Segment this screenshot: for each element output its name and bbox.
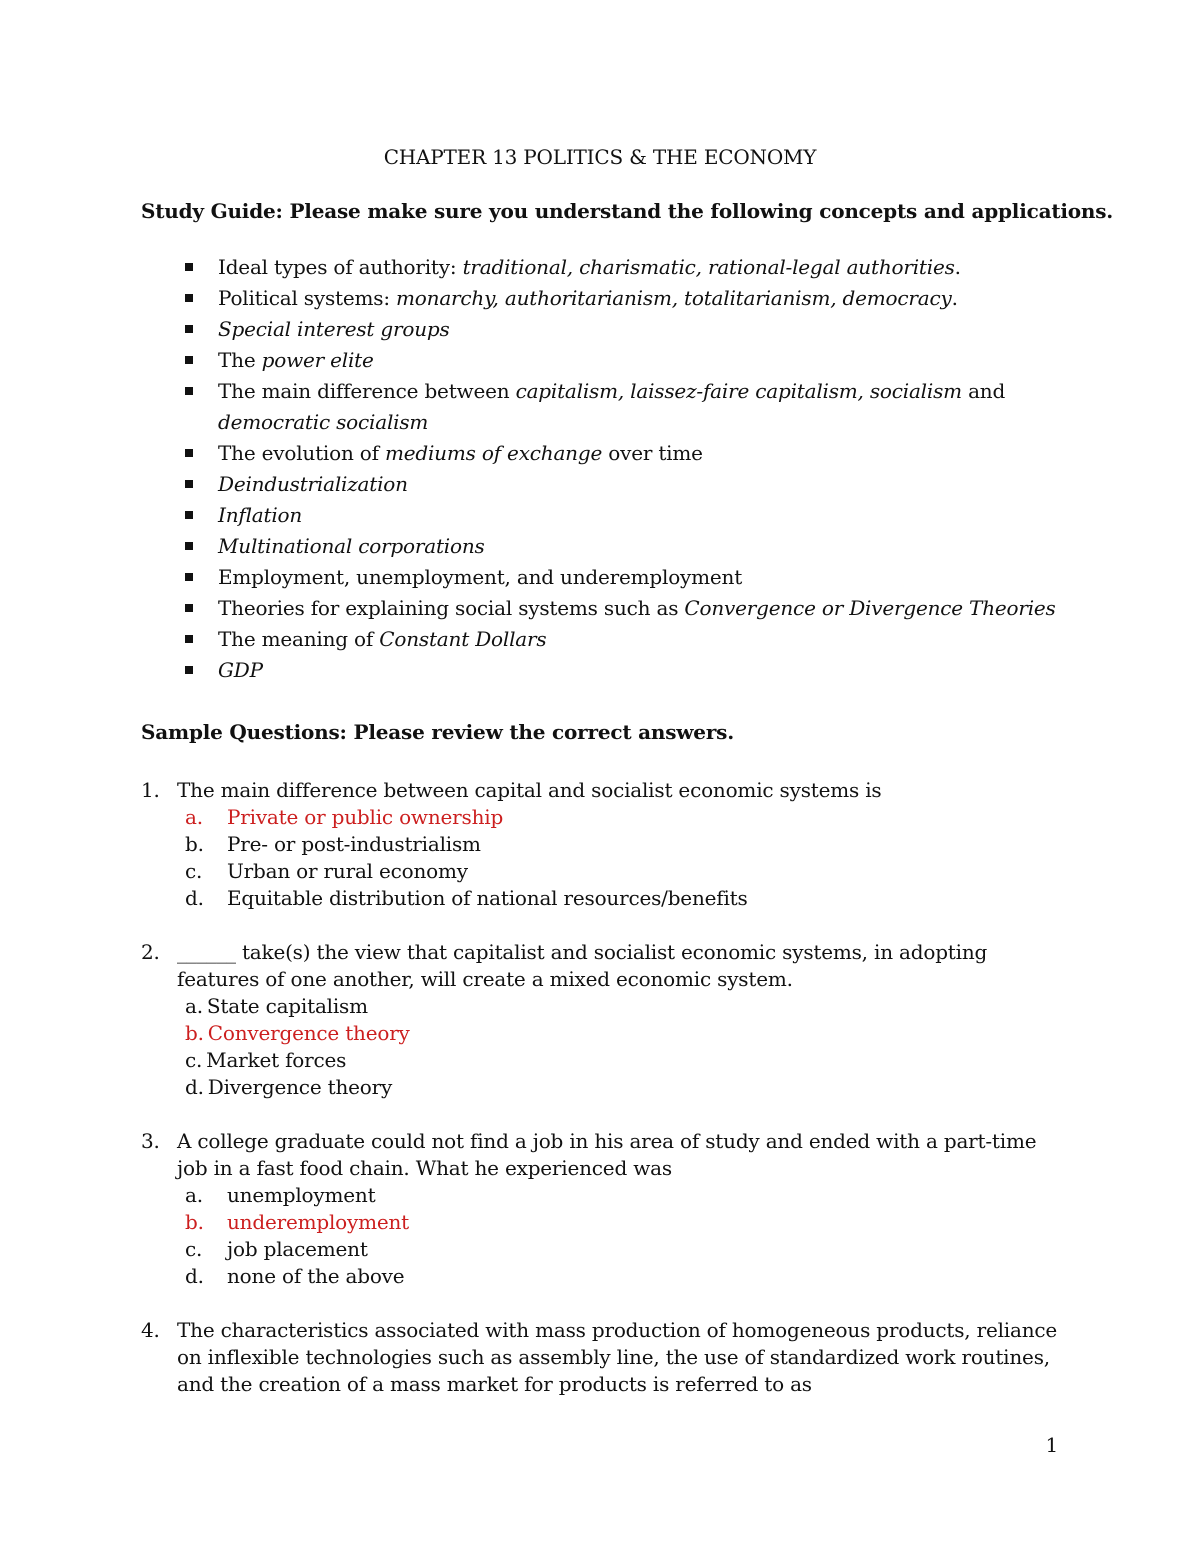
answer-options (177, 804, 1061, 912)
answer-option (177, 1047, 1061, 1074)
square-bullet-icon (185, 356, 193, 364)
item-text: Ideal types of authority: (218, 255, 463, 279)
page-title: CHAPTER 13 POLITICS & THE ECONOMY (383, 145, 817, 169)
study-guide-item (185, 345, 1085, 376)
answer-option (177, 1182, 1061, 1209)
study-guide-item (185, 655, 1085, 686)
option-text: Pre- or post-industrialism (227, 832, 481, 856)
question-3 (141, 1128, 1061, 1290)
item-text: Theories for explaining social systems such as (218, 596, 685, 620)
sample-questions-heading: Sample Questions: Please review the correct answers. (141, 720, 734, 744)
option-letter: a. (185, 1183, 203, 1207)
option-text: Market forces (206, 1048, 347, 1072)
question-text: ______ take(s) the view that capitalist and socialist economic systems, in adopting features of one another, will create a mixed economic system. (177, 940, 988, 991)
answer-option (177, 885, 1061, 912)
study-guide-item (185, 469, 1085, 500)
item-text: The evolution of (218, 441, 385, 465)
question-1 (141, 777, 1061, 912)
square-bullet-icon (185, 542, 193, 550)
italic-term: Convergence or Divergence Theories (684, 596, 1056, 620)
question-2 (141, 939, 1061, 1101)
item-text: The main difference between (218, 379, 516, 403)
study-guide-item (185, 314, 1085, 345)
square-bullet-icon (185, 573, 193, 581)
italic-term: mediums of exchange (384, 441, 603, 465)
answer-options (177, 993, 1061, 1101)
option-text: job placement (227, 1237, 368, 1261)
answer-option (177, 858, 1061, 885)
option-letter: d. (185, 886, 204, 910)
item-text: The (218, 348, 262, 372)
italic-term: Inflation (218, 503, 303, 527)
square-bullet-icon (185, 449, 193, 457)
answer-options (177, 1182, 1061, 1290)
study-guide-heading: Study Guide: Please make sure you understand the following concepts and applications. (141, 199, 1114, 223)
question-text: The main difference between capital and socialist economic systems is (177, 778, 882, 802)
correct-answer-option (177, 1209, 1061, 1236)
question-number: 3. (141, 1129, 160, 1153)
question-number: 4. (141, 1318, 160, 1342)
option-text: State capitalism (206, 994, 368, 1018)
study-guide-item (185, 562, 1085, 593)
study-guide-item (185, 500, 1085, 531)
italic-term: GDP (218, 658, 263, 682)
answer-option (177, 831, 1061, 858)
answer-option (177, 1263, 1061, 1290)
square-bullet-icon (185, 604, 193, 612)
option-text: none of the above (227, 1264, 405, 1288)
option-text: Equitable distribution of national resources/benefits (227, 886, 748, 910)
item-text: Employment, unemployment, and underemployment (218, 565, 743, 589)
option-letter: b. (185, 832, 204, 856)
italic-term: monarchy, authoritarianism, totalitarianism, democracy (396, 286, 952, 310)
option-text: Convergence theory (207, 1021, 410, 1045)
answer-option (177, 993, 1061, 1020)
question-number: 2. (141, 940, 160, 964)
study-guide-item (185, 593, 1085, 624)
option-text: Private or public ownership (227, 805, 504, 829)
option-text: underemployment (227, 1210, 410, 1234)
item-text: . (954, 255, 961, 279)
italic-term: capitalism, laissez-faire capitalism, socialism (515, 379, 962, 403)
answer-option (177, 1236, 1061, 1263)
italic-term: Deindustrialization (218, 472, 408, 496)
question-number: 1. (141, 778, 160, 802)
study-guide-item (185, 283, 1085, 314)
option-letter: d. (185, 1264, 204, 1288)
page-number: 1 (1045, 1433, 1058, 1457)
square-bullet-icon (185, 294, 193, 302)
italic-term: power elite (261, 348, 374, 372)
option-letter: b. (185, 1210, 204, 1234)
correct-answer-option (177, 804, 1061, 831)
option-letter: d. (185, 1075, 204, 1099)
italic-term: Constant Dollars (379, 627, 547, 651)
study-guide-item (185, 252, 1085, 283)
square-bullet-icon (185, 666, 193, 674)
item-text: The meaning of (218, 627, 380, 651)
square-bullet-icon (185, 263, 193, 271)
study-guide-item (185, 438, 1085, 469)
study-guide-item (185, 376, 1085, 438)
option-letter: c. (185, 859, 203, 883)
correct-answer-option (177, 1020, 1061, 1047)
item-text: Political systems: (218, 286, 397, 310)
square-bullet-icon (185, 635, 193, 643)
question-text: A college graduate could not find a job in his area of study and ended with a part-time job in a fast food chain. What he experienced was (177, 1129, 1037, 1180)
item-text: over time (602, 441, 703, 465)
study-guide-item (185, 624, 1085, 655)
item-text: . (951, 286, 958, 310)
study-guide-list (185, 252, 1085, 686)
study-guide-item (185, 531, 1085, 562)
question-4 (141, 1317, 1061, 1398)
italic-term: Multinational corporations (218, 534, 485, 558)
option-letter: a. (185, 994, 203, 1018)
italic-term: Special interest groups (218, 317, 450, 341)
option-letter: c. (185, 1237, 203, 1261)
answer-option (177, 1074, 1061, 1101)
square-bullet-icon (185, 480, 193, 488)
option-letter: b. (185, 1021, 204, 1045)
option-text: unemployment (227, 1183, 376, 1207)
option-text: Urban or rural economy (227, 859, 468, 883)
square-bullet-icon (185, 387, 193, 395)
option-letter: a. (185, 805, 203, 829)
square-bullet-icon (185, 511, 193, 519)
italic-term: democratic socialism (218, 410, 429, 434)
question-text: The characteristics associated with mass production of homogeneous products, reliance on inflexible technologies such as assembly line, the use of standardized work routines, and the creation of a mass market for products is referred to as (177, 1318, 1058, 1396)
option-letter: c. (185, 1048, 203, 1072)
option-text: Divergence theory (207, 1075, 393, 1099)
item-text: and (961, 379, 1006, 403)
italic-term: traditional, charismatic, rational-legal authorities (462, 255, 955, 279)
square-bullet-icon (185, 325, 193, 333)
